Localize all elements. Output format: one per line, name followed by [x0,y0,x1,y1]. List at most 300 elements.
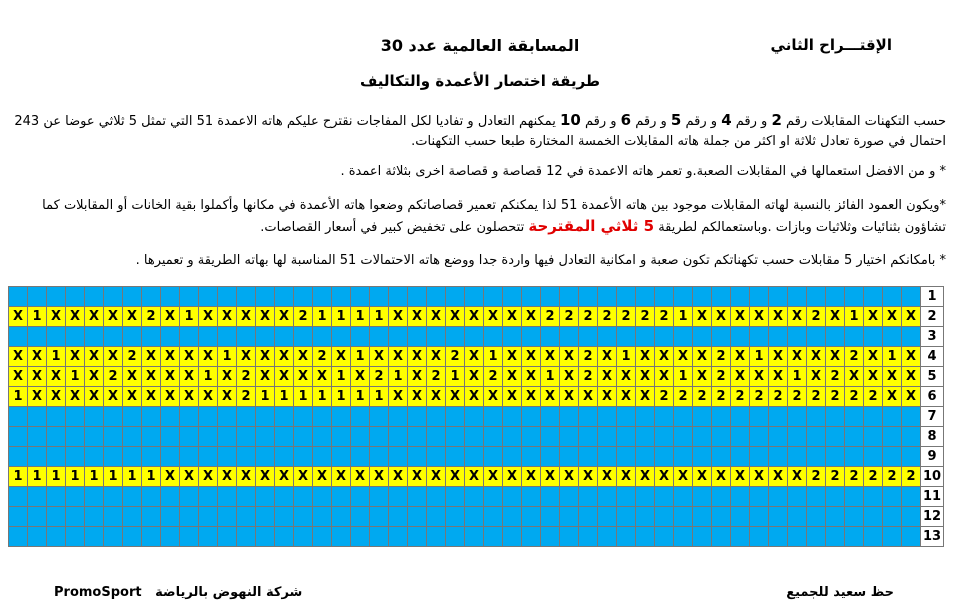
grid-cell-empty [161,507,180,527]
grid-cell-empty [788,507,807,527]
grid-cell-empty [845,327,864,347]
grid-cell-empty [161,407,180,427]
grid-cell-empty [294,427,313,447]
grid-cell-empty [598,487,617,507]
grid-cell-empty [28,407,47,427]
grid-cell: 2 [826,467,845,487]
grid-cell-empty [788,527,807,547]
grid-cell-empty [674,487,693,507]
grid-cell-empty [28,427,47,447]
grid-cell-empty [807,527,826,547]
grid-cell-empty [541,407,560,427]
grid-cell: 2 [655,307,674,327]
row-number: 12 [921,507,944,527]
grid-cell-empty [864,287,883,307]
grid-cell: 2 [427,367,446,387]
grid-cell-empty [9,527,28,547]
grid-cell-empty [788,327,807,347]
grid-cell-empty [826,447,845,467]
grid-cell: X [370,467,389,487]
grid-cell-empty [731,407,750,427]
grid-row-3 [9,327,944,347]
grid-cell-empty [370,427,389,447]
grid-cell-empty [693,487,712,507]
grid-cell-empty [655,407,674,427]
grid-cell-empty [769,327,788,347]
grid-cell-empty [446,327,465,347]
grid-cell: X [199,387,218,407]
grid-cell: X [826,347,845,367]
grid-cell-empty [256,507,275,527]
grid-cell-empty [788,487,807,507]
grid-cell-empty [731,527,750,547]
grid-cell: X [123,307,142,327]
grid-cell: X [484,307,503,327]
grid-cell: 1 [674,367,693,387]
grid-row-12 [9,507,944,527]
grid-cell: X [788,347,807,367]
grid-cell: 2 [636,307,655,327]
grid-cell: X [902,367,921,387]
grid-cell: X [617,387,636,407]
grid-cell: 1 [218,347,237,367]
grid-cell: X [598,467,617,487]
grid-cell-empty [47,487,66,507]
grid-cell-empty [522,327,541,347]
grid-cell: X [332,467,351,487]
grid-cell: X [883,387,902,407]
grid-cell-empty [712,447,731,467]
grid-cell-empty [655,427,674,447]
grid-cell: X [845,367,864,387]
grid-cell-empty [579,507,598,527]
grid-cell: 2 [541,307,560,327]
grid-cell: X [161,467,180,487]
grid-cell-empty [902,527,921,547]
grid-cell-empty [655,447,674,467]
company-footer [54,585,302,600]
grid-cell-empty [47,407,66,427]
grid-cell-empty [522,427,541,447]
grid-cell-empty [788,427,807,447]
grid-cell: 2 [674,387,693,407]
grid-cell-empty [408,487,427,507]
grid-cell: X [313,367,332,387]
grid-cell-empty [845,507,864,527]
grid-cell-empty [503,447,522,467]
grid-cell: X [693,307,712,327]
brand-name: PromoSport [54,585,142,600]
grid-cell: 1 [180,307,199,327]
grid-cell-empty [750,427,769,447]
grid-cell: X [218,467,237,487]
grid-cell-empty [750,447,769,467]
grid-cell-empty [256,407,275,427]
grid-cell-empty [218,407,237,427]
grid-cell: 2 [769,387,788,407]
grid-cell-empty [731,327,750,347]
grid-cell-empty [180,507,199,527]
grid-cell: X [655,367,674,387]
grid-cell: 2 [598,307,617,327]
grid-cell-empty [845,527,864,547]
grid-cell-empty [826,407,845,427]
grid-cell-empty [294,407,313,427]
grid-cell: X [655,347,674,367]
grid-row-10 [9,467,944,487]
grid-cell-empty [522,447,541,467]
grid-cell-empty [883,527,902,547]
grid-cell-empty [123,447,142,467]
grid-cell-empty [674,447,693,467]
grid-cell-empty [750,527,769,547]
grid-cell: X [446,387,465,407]
grid-row-7 [9,407,944,427]
highlighted-method: 5 ثلاثي المقترحة [528,217,655,235]
grid-cell: 2 [807,387,826,407]
grid-cell-empty [864,427,883,447]
grid-cell: 2 [864,467,883,487]
grid-cell-empty [617,427,636,447]
grid-cell: X [237,307,256,327]
grid-cell: 1 [66,467,85,487]
grid-cell-empty [522,507,541,527]
grid-cell: 1 [66,367,85,387]
grid-row-9 [9,447,944,467]
grid-cell: X [294,467,313,487]
grid-cell-empty [712,427,731,447]
grid-cell: 2 [370,367,389,387]
grid-cell: 2 [579,347,598,367]
grid-cell-empty [617,287,636,307]
grid-cell-empty [560,487,579,507]
grid-cell: X [85,367,104,387]
grid-cell-empty [199,487,218,507]
grid-cell-empty [769,487,788,507]
grid-cell-empty [807,507,826,527]
grid-cell: X [66,387,85,407]
grid-cell: X [9,367,28,387]
row-number: 11 [921,487,944,507]
grid-cell: 1 [294,387,313,407]
grid-cell-empty [218,487,237,507]
grid-cell-empty [579,427,598,447]
grid-cell-empty [275,527,294,547]
grid-cell: 1 [313,387,332,407]
grid-cell-empty [47,287,66,307]
grid-cell: X [199,347,218,367]
grid-cell: X [180,387,199,407]
grid-cell-empty [826,427,845,447]
grid-cell-empty [389,327,408,347]
grid-cell-empty [66,487,85,507]
grid-cell: X [883,307,902,327]
grid-cell-empty [85,447,104,467]
grid-cell-empty [522,527,541,547]
grid-cell-empty [617,527,636,547]
grid-cell: X [807,347,826,367]
grid-cell: X [427,387,446,407]
grid-cell: X [750,467,769,487]
grid-cell-empty [522,487,541,507]
grid-cell-empty [541,527,560,547]
grid-cell: 1 [199,367,218,387]
grid-cell-empty [617,407,636,427]
grid-cell-empty [123,327,142,347]
grid-cell-empty [370,487,389,507]
grid-cell-empty [237,407,256,427]
grid-cell-empty [579,287,598,307]
grid-cell-empty [180,287,199,307]
grid-cell: X [864,307,883,327]
grid-cell-empty [864,507,883,527]
grid-cell-empty [66,407,85,427]
grid-cell-empty [845,427,864,447]
row-number: 4 [921,347,944,367]
grid-cell: X [731,347,750,367]
grid-cell: X [750,307,769,327]
grid-cell: X [503,387,522,407]
grid-cell-empty [389,427,408,447]
grid-cell: X [446,467,465,487]
paragraph-2: * و من الافضل استعمالها في المقابلات الصعبة.و تعمر هاته الاعمدة في 12 قصاصة و قصاصة اخرى بثلاثة اعمدة . [340,164,946,179]
grid-cell-empty [902,427,921,447]
grid-cell-empty [28,327,47,347]
grid-cell-empty [636,407,655,427]
grid-cell: 1 [9,387,28,407]
grid-cell-empty [142,447,161,467]
grid-cell: X [85,387,104,407]
grid-cell: 1 [123,467,142,487]
grid-cell-empty [9,327,28,347]
grid-cell-empty [769,507,788,527]
grid-cell-empty [465,427,484,447]
grid-cell-empty [503,527,522,547]
grid-cell: 2 [826,387,845,407]
grid-cell-empty [484,427,503,447]
grid-cell-empty [636,427,655,447]
grid-cell: 2 [313,347,332,367]
grid-cell-empty [674,407,693,427]
grid-cell: X [465,367,484,387]
grid-cell: X [9,307,28,327]
grid-cell-empty [104,447,123,467]
grid-cell-empty [275,507,294,527]
grid-cell-empty [66,287,85,307]
grid-cell-empty [617,507,636,527]
grid-cell-empty [636,287,655,307]
grid-cell-empty [275,487,294,507]
grid-cell-empty [598,527,617,547]
grid-cell: 2 [617,307,636,327]
grid-cell-empty [503,287,522,307]
grid-cell-empty [9,447,28,467]
grid-cell-empty [85,327,104,347]
grid-cell: 2 [788,387,807,407]
grid-cell: X [522,387,541,407]
grid-cell-empty [389,287,408,307]
grid-cell: X [237,467,256,487]
grid-cell: 2 [845,467,864,487]
grid-cell-empty [826,507,845,527]
grid-cell-empty [313,527,332,547]
grid-cell-empty [66,427,85,447]
row-number: 3 [921,327,944,347]
grid-cell: X [807,367,826,387]
grid-cell-empty [180,327,199,347]
row-number: 1 [921,287,944,307]
grid-cell: X [731,467,750,487]
grid-cell: X [427,467,446,487]
grid-cell: X [237,347,256,367]
grid-cell-empty [712,287,731,307]
grid-cell-empty [275,287,294,307]
grid-cell: X [180,347,199,367]
grid-cell: X [180,367,199,387]
grid-cell-empty [484,527,503,547]
grid-cell-empty [85,527,104,547]
grid-cell-empty [237,427,256,447]
grid-cell-empty [351,447,370,467]
grid-cell-empty [636,487,655,507]
grid-cell-empty [788,287,807,307]
grid-cell: X [522,367,541,387]
grid-cell: 1 [313,307,332,327]
grid-cell-empty [655,487,674,507]
grid-cell-empty [769,447,788,467]
grid-cell-empty [522,287,541,307]
grid-cell: X [636,387,655,407]
grid-cell-empty [142,507,161,527]
grid-cell-empty [256,327,275,347]
grid-cell-empty [256,287,275,307]
grid-cell-empty [427,327,446,347]
grid-cell: X [104,387,123,407]
grid-cell-empty [750,487,769,507]
grid-cell: X [408,467,427,487]
page-subtitle: طريقة اختصار الأعمدة والتكاليف [359,72,601,90]
grid-cell: 2 [237,367,256,387]
grid-cell-empty [332,447,351,467]
grid-cell: X [674,347,693,367]
grid-cell: X [712,307,731,327]
grid-cell: 2 [142,307,161,327]
grid-cell-empty [66,527,85,547]
grid-cell-empty [123,287,142,307]
paragraph-4: * بامكانكم اختيار 5 مقابلات حسب تكهناتكم تكون صعبة و امكانية التعادل فيها واردة جدا ووضع هاته الاحتمالات 51 المناسبة لها بهاته الطريقة و تعميرها . [135,253,946,268]
grid-cell: 2 [845,347,864,367]
grid-cell: X [484,467,503,487]
grid-cell: X [199,467,218,487]
grid-cell-empty [674,327,693,347]
grid-cell: 2 [883,467,902,487]
grid-cell-empty [750,507,769,527]
grid-cell-empty [427,527,446,547]
grid-cell-empty [788,407,807,427]
grid-cell-empty [807,487,826,507]
grid-cell: X [560,467,579,487]
row-number: 2 [921,307,944,327]
grid-cell: X [541,347,560,367]
grid-cell: X [503,347,522,367]
grid-cell-empty [351,527,370,547]
grid-cell: X [351,367,370,387]
grid-cell: 1 [47,467,66,487]
grid-cell-empty [883,447,902,467]
grid-cell-empty [446,507,465,527]
grid-cell-empty [199,427,218,447]
grid-cell-empty [750,327,769,347]
grid-cell-empty [769,527,788,547]
grid-cell: X [389,307,408,327]
grid-cell-empty [351,427,370,447]
grid-cell: X [370,347,389,367]
grid-cell: X [275,307,294,327]
grid-cell-empty [807,327,826,347]
grid-cell: X [180,467,199,487]
row-number: 7 [921,407,944,427]
grid-cell: 1 [484,347,503,367]
grid-cell: 1 [750,347,769,367]
grid-cell-empty [161,287,180,307]
grid-cell-empty [712,507,731,527]
grid-cell: 1 [883,347,902,367]
grid-cell: X [465,467,484,487]
grid-cell-empty [617,487,636,507]
grid-cell-empty [541,487,560,507]
grid-cell-empty [655,287,674,307]
grid-cell-empty [731,447,750,467]
grid-cell: X [693,467,712,487]
grid-cell-empty [636,447,655,467]
grid-cell-empty [332,287,351,307]
grid-cell-empty [826,287,845,307]
grid-cell: X [389,347,408,367]
grid-cell-empty [902,447,921,467]
row-number: 9 [921,447,944,467]
grid-cell: X [598,387,617,407]
grid-cell: 2 [237,387,256,407]
grid-cell-empty [465,407,484,427]
grid-cell: X [769,347,788,367]
grid-cell: 2 [712,387,731,407]
grid-cell-empty [902,327,921,347]
grid-cell-empty [465,447,484,467]
grid-cell-empty [199,287,218,307]
grid-cell-empty [484,487,503,507]
grid-cell: X [256,307,275,327]
grid-cell-empty [579,327,598,347]
grid-cell-empty [560,407,579,427]
grid-cell: X [560,387,579,407]
grid-cell: X [731,307,750,327]
grid-cell: 2 [655,387,674,407]
grid-cell-empty [142,327,161,347]
grid-row-11 [9,487,944,507]
grid-cell: X [199,307,218,327]
grid-cell-empty [408,507,427,527]
grid-cell-empty [370,527,389,547]
proposal-label: الإقتـــراح الثاني [770,36,892,54]
grid-cell: X [9,347,28,367]
grid-cell-empty [180,527,199,547]
columns-grid [8,286,944,547]
grid-cell-empty [864,527,883,547]
grid-cell-empty [446,427,465,447]
grid-cell-empty [313,427,332,447]
grid-cell: X [503,367,522,387]
grid-cell: 1 [256,387,275,407]
